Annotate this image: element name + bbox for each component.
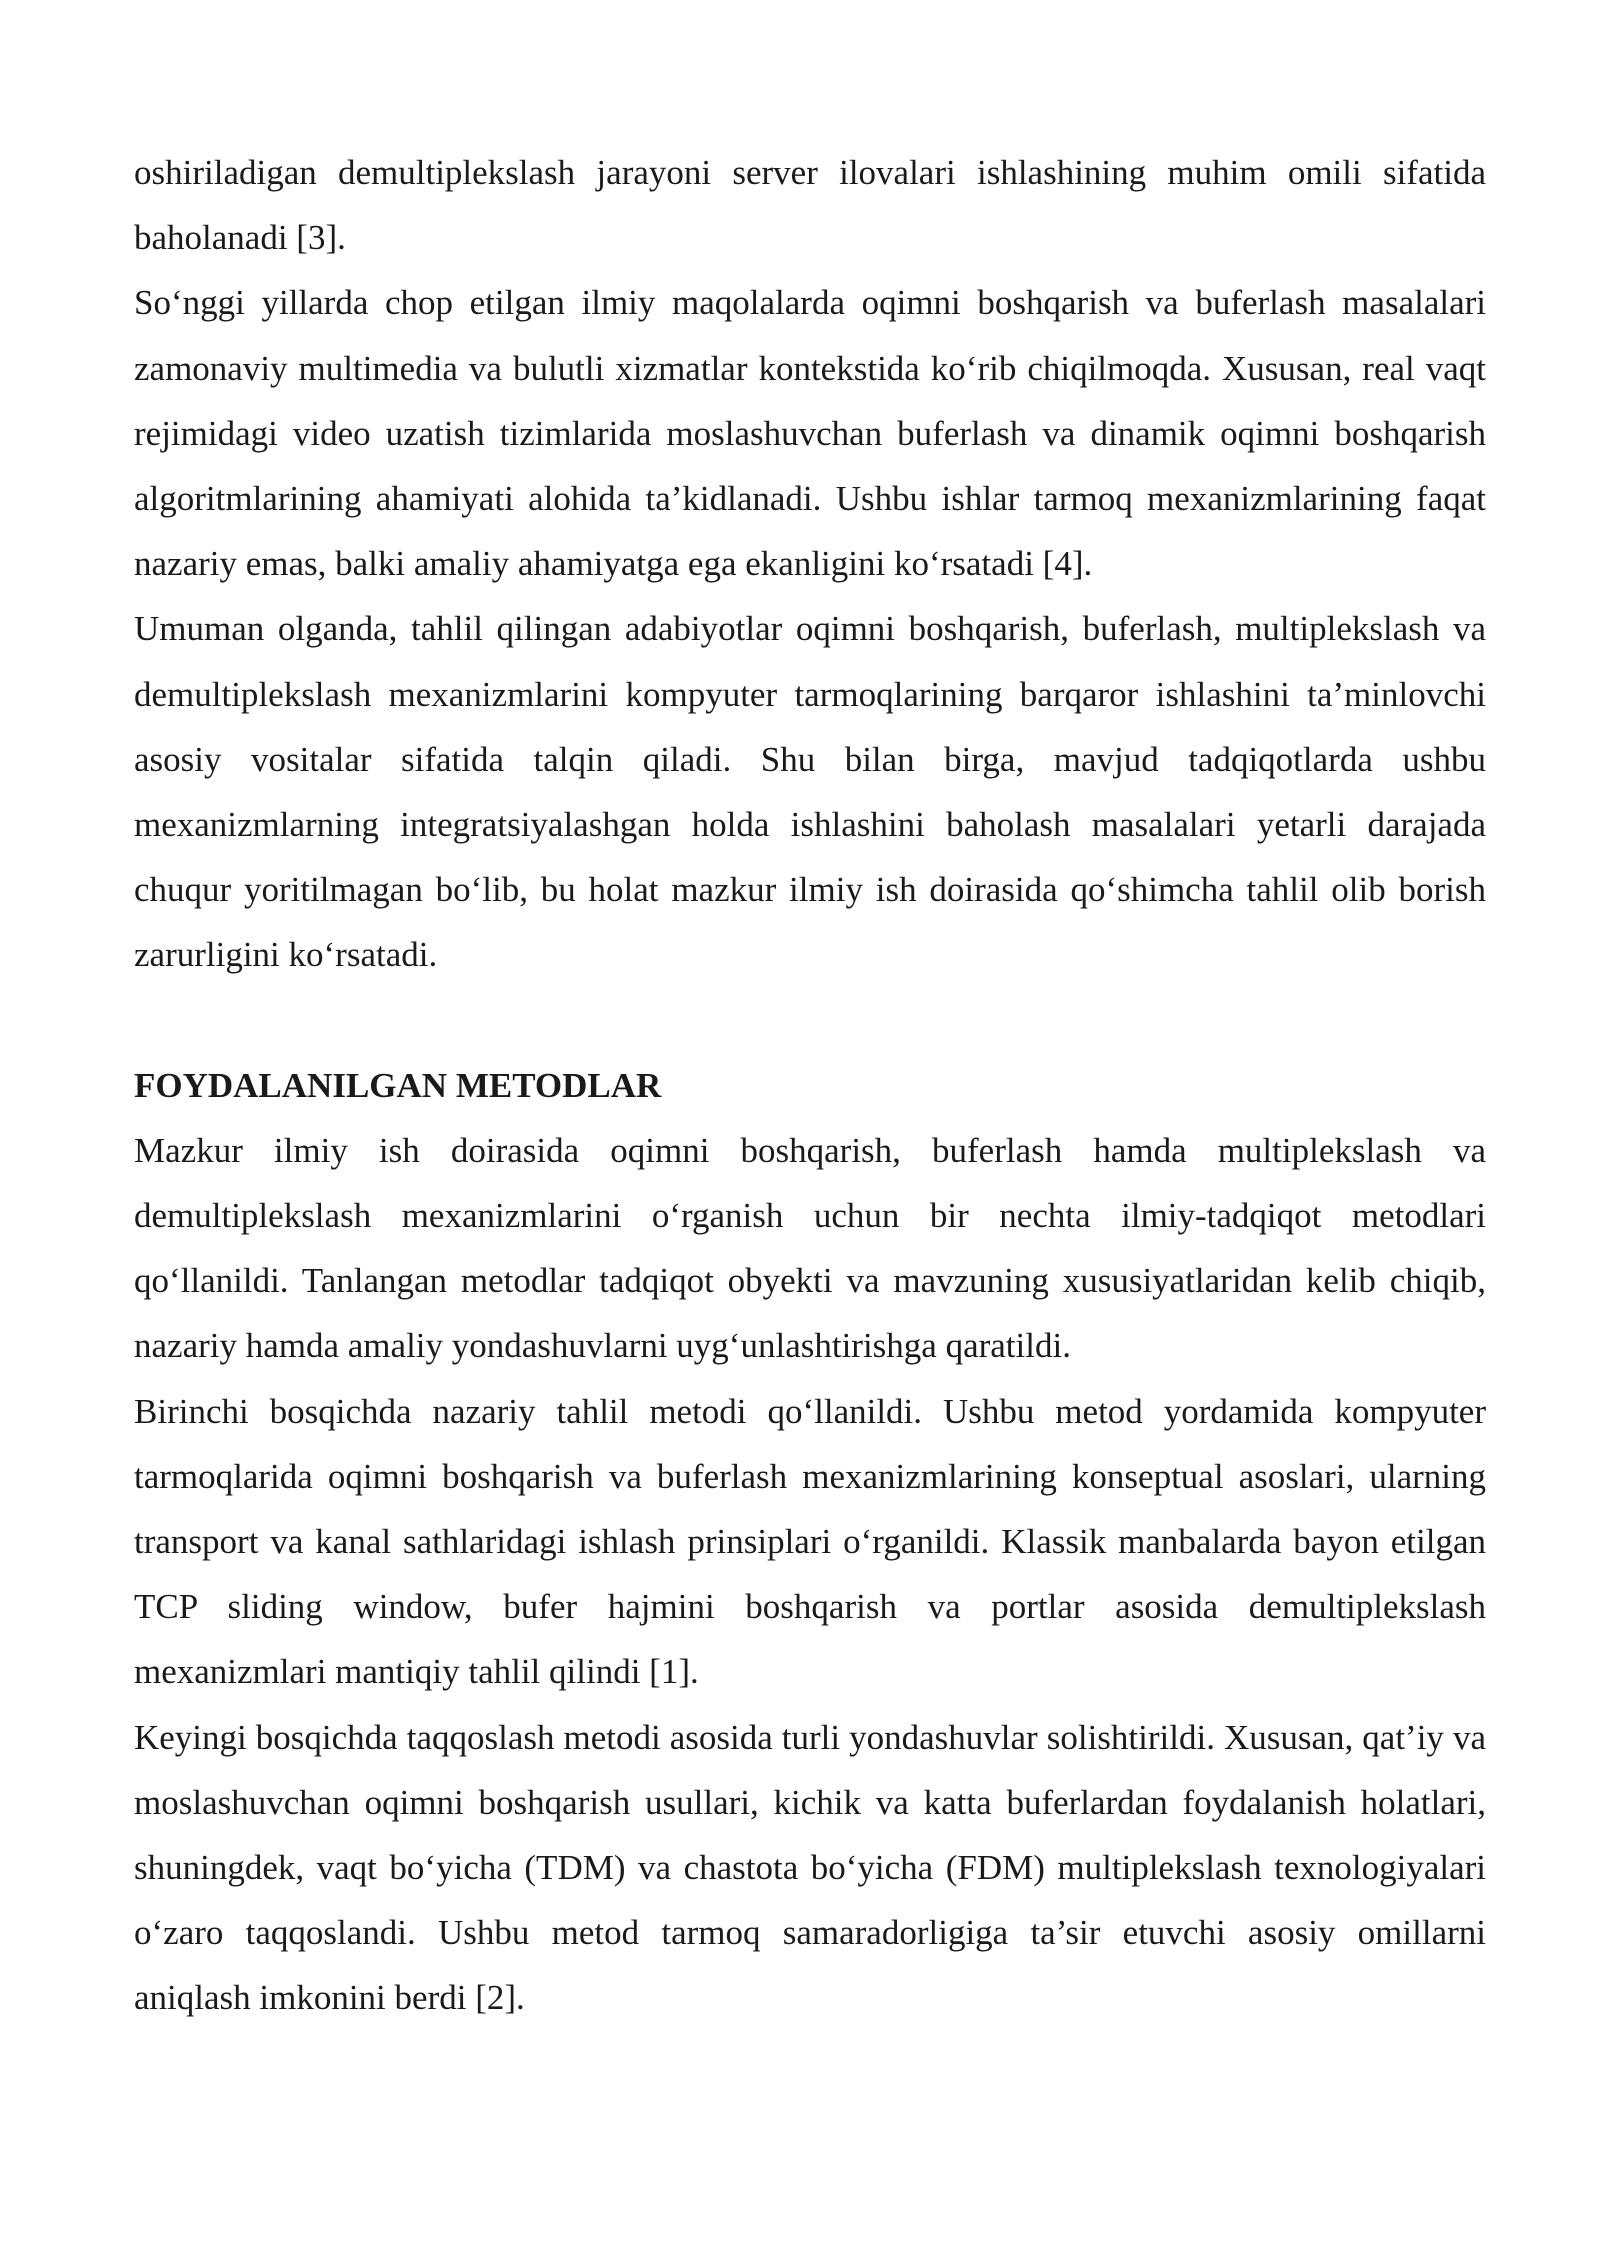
document-page <box>134 140 1486 2031</box>
paragraph-recent-studies: So‘nggi yillarda chop etilgan ilmiy maqolalarda oqimni boshqarish va buferlash masalalari zamonaviy multimedia va bulutli xizmatlar kontekstida ko‘rib chiqilmoqda. Xususan, real vaqt rejimidagi video uzatish tizimlarida moslashuvchan buferlash va dinamik oqimni boshqarish algoritmlarining ahamiyati alohida ta’kidlanadi. Ushbu ishlar tarmoq mexanizmlarining faqat nazariy emas, balki amaliy ahamiyatga ega ekanligini ko‘rsatadi [4]. <box>134 283 1486 584</box>
section-spacer <box>134 988 1486 1053</box>
paragraph-methods-stage-two: Keyingi bosqichda taqqoslash metodi asosida turli yondashuvlar solishtirildi. Xususan, qat’iy va moslashuvchan oqimni boshqarish usullari, kichik va katta buferlardan foydalanish holatlari, shuningdek, vaqt bo‘yicha (TDM) va chastota bo‘yicha (FDM) multiplekslash texnologiyalari o‘zaro taqqoslandi. Ushbu metod tarmoq samaradorligiga ta’sir etuvchi asosiy omillarni aniqlash imkonini berdi [2]. <box>134 1717 1486 2018</box>
paragraph-summary: Umuman olganda, tahlil qilingan adabiyotlar oqimni boshqarish, buferlash, multiplekslash va demultiplekslash mexanizmlarini kompyuter tarmoqlarining barqaror ishlashini ta’minlovchi asosiy vositalar sifatida talqin qiladi. Shu bilan birga, mavjud tadqiqotlarda ushbu mexanizmlarning integratsiyalashgan holda ishlashini baholash masalalari yetarli darajada chuqur yoritilmagan bo‘lib, bu holat mazkur ilmiy ish doirasida qo‘shimcha tahlil olib borish zarurligini ko‘rsatadi. <box>134 609 1486 975</box>
paragraph-methods-intro: Mazkur ilmiy ish doirasida oqimni boshqarish, buferlash hamda multiplekslash va demultiplekslash mexanizmlarini o‘rganish uchun bir nechta ilmiy-tadqiqot metodlari qo‘llanildi. Tanlangan metodlar tadqiqot obyekti va mavzuning xususiyatlaridan kelib chiqib, nazariy hamda amaliy yondashuvlarni uyg‘unlashtirishga qaratildi. <box>134 1130 1486 1366</box>
section-heading-methods: FOYDALANILGAN METODLAR <box>134 1065 662 1105</box>
paragraph-continuation: oshiriladigan demultiplekslash jarayoni server ilovalari ishlashining muhim omili sifatida baholanadi [3]. <box>134 153 1486 258</box>
paragraph-methods-stage-one: Birinchi bosqichda nazariy tahlil metodi qo‘llanildi. Ushbu metod yordamida kompyuter tarmoqlarida oqimni boshqarish va buferlash mexanizmlarining konseptual asoslari, ularning transport va kanal sathlaridagi ishlash prinsiplari o‘rganildi. Klassik manbalarda bayon etilgan TCP sliding window, bufer hajmini boshqarish va portlar asosida demultiplekslash mexanizmlari mantiqiy tahlil qilindi [1]. <box>134 1391 1486 1692</box>
